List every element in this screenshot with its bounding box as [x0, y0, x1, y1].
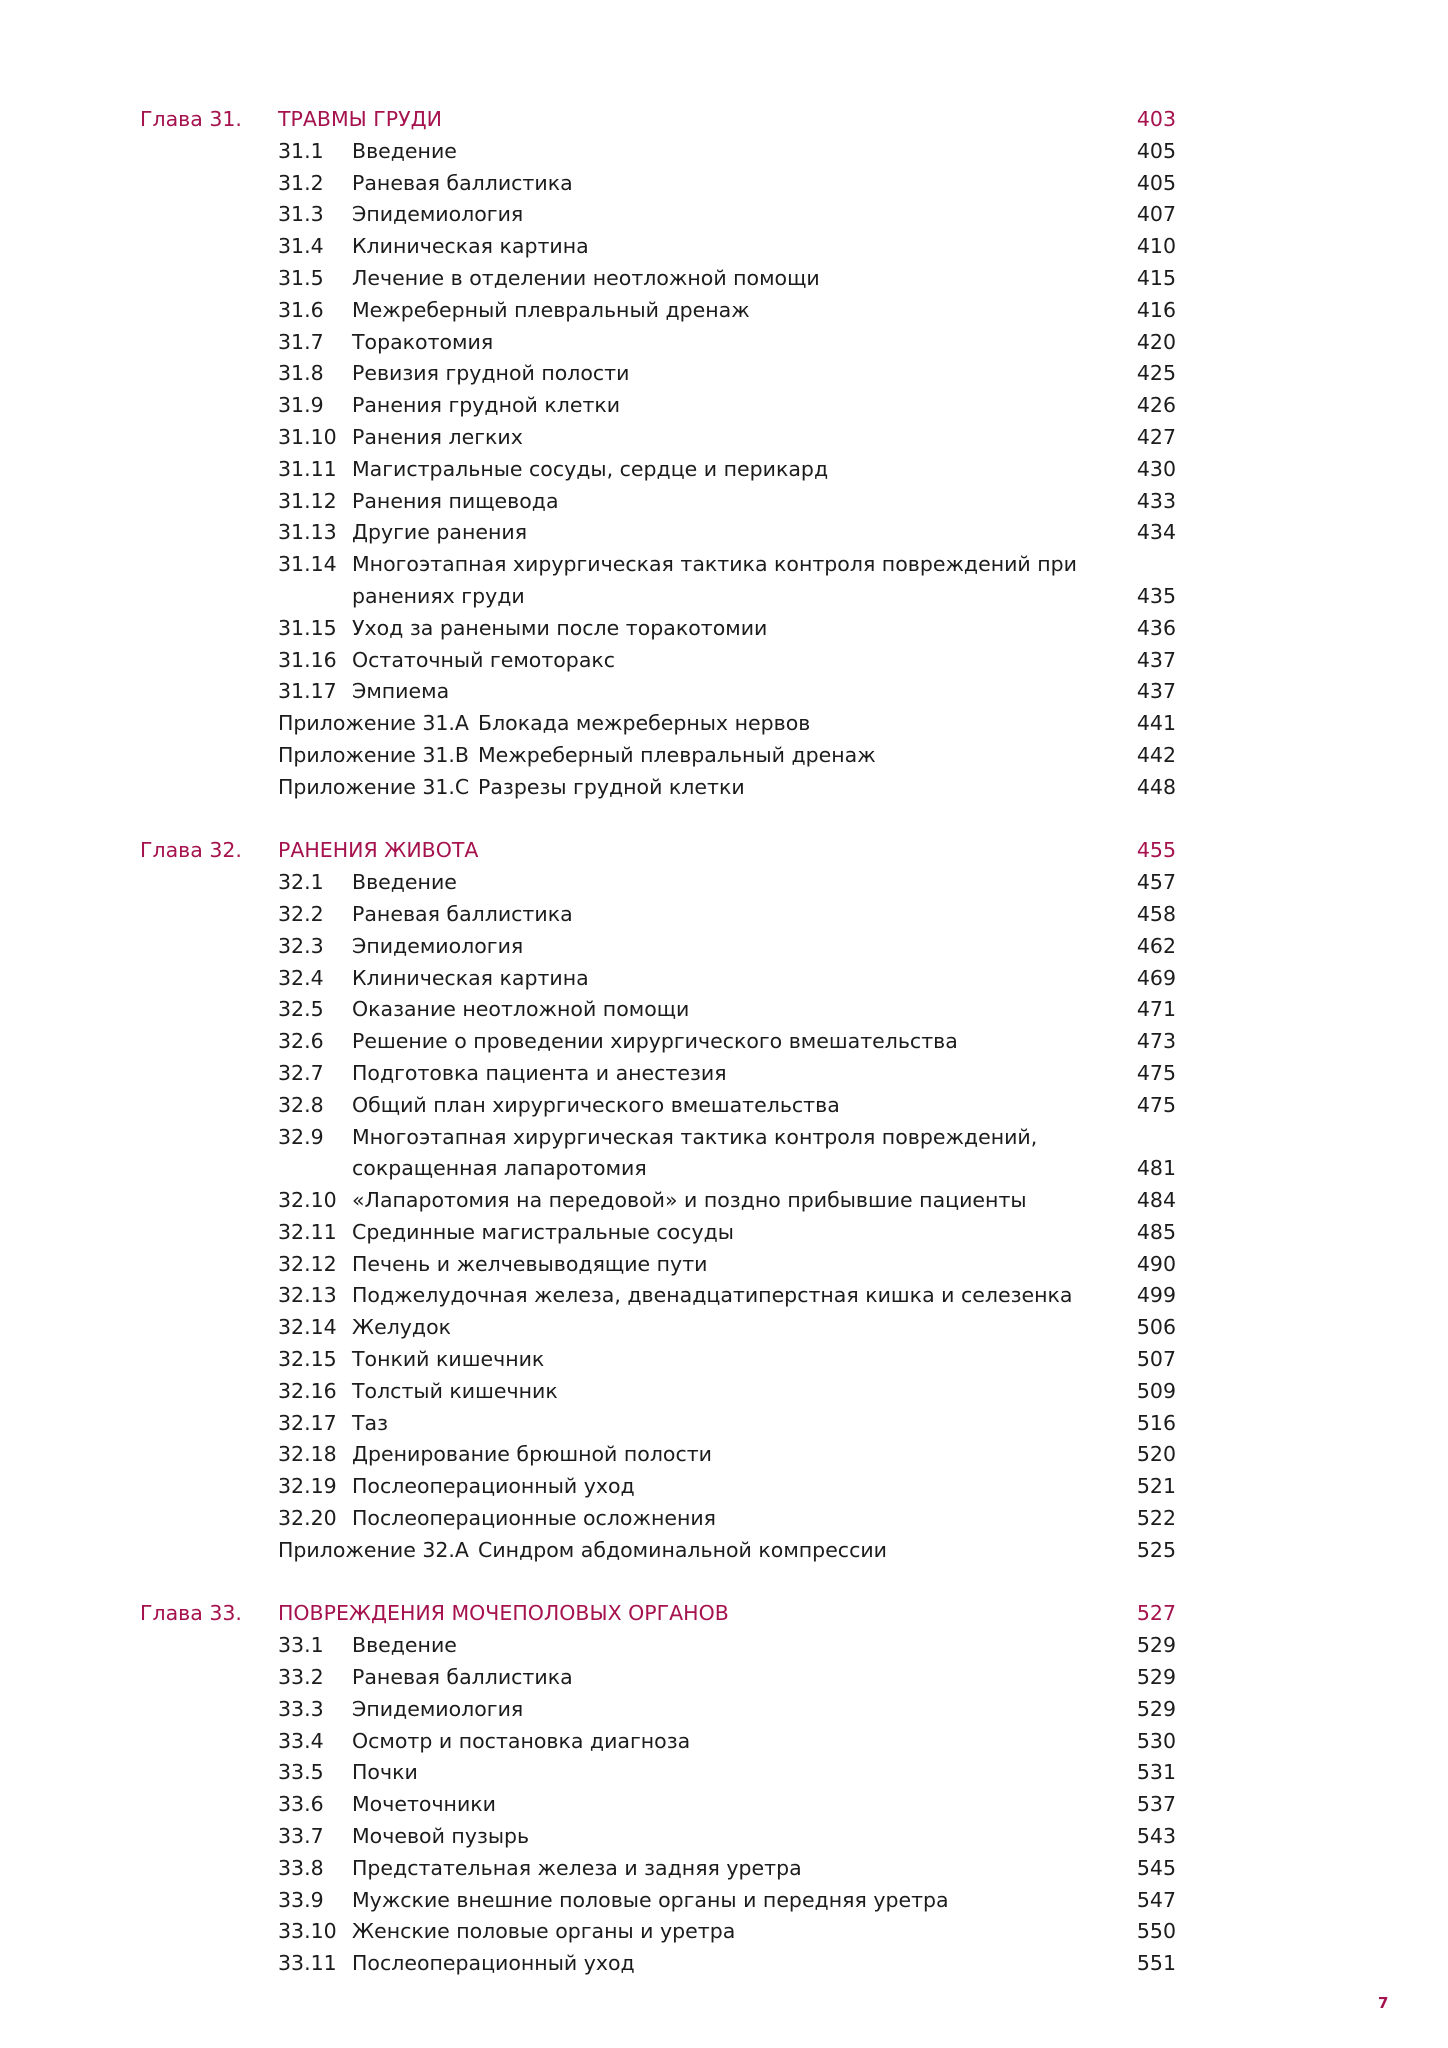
section-number: 32.16	[278, 1378, 337, 1403]
section-title: Эпидемиология	[352, 933, 524, 958]
chapter-page: 455	[1136, 838, 1176, 863]
section-title: Межреберный плевральный дренаж	[352, 297, 750, 322]
chapter-heading	[0, 835, 1448, 867]
toc-entry	[0, 1948, 1448, 1980]
section-number: 31.17	[278, 679, 337, 704]
chapter-heading	[0, 104, 1448, 136]
section-title: Раневая баллистика	[352, 1665, 573, 1690]
chapter-title: ПОВРЕЖДЕНИЯ МОЧЕПОЛОВЫХ ОРГАНОВ	[278, 1601, 729, 1626]
section-title: Срединные магистральные сосуды	[352, 1219, 734, 1244]
section-page: 405	[1136, 138, 1176, 163]
section-number: 31.12	[278, 488, 337, 513]
appendix-label: Приложение 32.A	[278, 1537, 469, 1562]
section-number: 31.2	[278, 170, 324, 195]
section-page: 509	[1136, 1378, 1176, 1403]
section-number: 32.10	[278, 1188, 337, 1213]
appendix-title: Блокада межреберных нервов	[478, 711, 811, 736]
toc-entry	[0, 994, 1448, 1026]
section-number: 32.18	[278, 1442, 337, 1467]
section-page: 434	[1136, 520, 1176, 545]
toc-entry	[0, 454, 1448, 486]
section-title: Поджелудочная железа, двенадцатиперстная кишка и селезенка	[352, 1283, 1073, 1308]
section-page: 543	[1136, 1824, 1176, 1849]
section-title: Раневая баллистика	[352, 170, 573, 195]
toc-entry	[0, 1312, 1448, 1344]
chapter-title: РАНЕНИЯ ЖИВОТА	[278, 838, 479, 863]
section-page: 531	[1136, 1760, 1176, 1785]
section-page: 462	[1136, 933, 1176, 958]
section-number: 31.16	[278, 647, 337, 672]
section-number: 31.14	[278, 552, 337, 577]
toc-entry	[0, 1280, 1448, 1312]
section-page: 475	[1136, 1092, 1176, 1117]
section-page: 437	[1136, 647, 1176, 672]
section-title: Раневая баллистика	[352, 901, 573, 926]
appendix-entry	[0, 708, 1448, 740]
appendix-page: 441	[1136, 711, 1176, 736]
toc-entry	[0, 1662, 1448, 1694]
toc-entry	[0, 1439, 1448, 1471]
toc-entry	[0, 645, 1448, 677]
section-number: 32.6	[278, 1029, 324, 1054]
section-title: Клиническая картина	[352, 965, 589, 990]
section-number: 32.19	[278, 1474, 337, 1499]
section-title: Введение	[352, 138, 457, 163]
section-title: Толстый кишечник	[352, 1378, 558, 1403]
section-title: Дренирование брюшной полости	[352, 1442, 713, 1467]
toc-entry	[0, 1694, 1448, 1726]
toc-entry	[0, 199, 1448, 231]
section-page: 410	[1136, 234, 1176, 259]
toc-entry	[0, 676, 1448, 708]
toc-entry	[0, 1789, 1448, 1821]
section-number: 32.2	[278, 901, 324, 926]
toc-entry	[0, 1503, 1448, 1535]
section-number: 33.5	[278, 1760, 324, 1785]
section-title: Эмпиема	[352, 679, 450, 704]
section-number: 31.8	[278, 361, 324, 386]
section-number: 31.10	[278, 424, 337, 449]
section-number: 31.15	[278, 615, 337, 640]
chapter-spacer	[0, 1567, 1448, 1599]
toc-entry	[0, 1090, 1448, 1122]
appendix-page: 448	[1136, 774, 1176, 799]
section-title: Оказание неотложной помощи	[352, 997, 690, 1022]
section-number: 32.5	[278, 997, 324, 1022]
section-number: 32.4	[278, 965, 324, 990]
section-title: Общий план хирургического вмешательства	[352, 1092, 840, 1117]
section-page: 473	[1136, 1029, 1176, 1054]
toc-entry	[0, 517, 1448, 549]
section-number: 33.7	[278, 1824, 324, 1849]
section-page: 529	[1136, 1665, 1176, 1690]
section-page: 415	[1136, 265, 1176, 290]
section-page: 507	[1136, 1347, 1176, 1372]
section-page: 425	[1136, 361, 1176, 386]
toc-entry	[0, 899, 1448, 931]
section-page: 469	[1136, 965, 1176, 990]
section-title: Мужские внешние половые органы и передняя уретра	[352, 1887, 949, 1912]
section-page: 490	[1136, 1251, 1176, 1276]
section-page: 405	[1136, 170, 1176, 195]
appendix-page: 525	[1136, 1537, 1176, 1562]
section-page: 484	[1136, 1188, 1176, 1213]
toc-entry	[0, 1916, 1448, 1948]
toc-entry	[0, 1821, 1448, 1853]
section-title: Введение	[352, 1633, 457, 1658]
toc-entry	[0, 1853, 1448, 1885]
section-number: 32.1	[278, 870, 324, 895]
section-page: 551	[1136, 1951, 1176, 1976]
toc-entry-continuation	[0, 1153, 1448, 1185]
section-page: 427	[1136, 424, 1176, 449]
section-title-continued: сокращенная лапаротомия	[352, 1156, 647, 1181]
section-title: Мочевой пузырь	[352, 1824, 530, 1849]
chapter-title: ТРАВМЫ ГРУДИ	[278, 107, 442, 131]
chapter-label: Глава 32.	[140, 838, 242, 863]
section-number: 33.8	[278, 1855, 324, 1880]
section-title: Подготовка пациента и анестезия	[352, 1060, 727, 1085]
chapter-label: Глава 31.	[140, 107, 242, 131]
section-number: 31.6	[278, 297, 324, 322]
section-title: Ранения грудной клетки	[352, 393, 621, 418]
section-title: Осмотр и постановка диагноза	[352, 1728, 691, 1753]
appendix-entry	[0, 740, 1448, 772]
section-page: 521	[1136, 1474, 1176, 1499]
section-number: 32.17	[278, 1410, 337, 1435]
section-page: 529	[1136, 1633, 1176, 1658]
section-number: 33.9	[278, 1887, 324, 1912]
toc-entry-continuation	[0, 581, 1448, 613]
section-title: Ревизия грудной полости	[352, 361, 630, 386]
section-title: Тонкий кишечник	[352, 1347, 545, 1372]
toc-entry	[0, 390, 1448, 422]
toc-entry	[0, 963, 1448, 995]
toc-entry	[0, 549, 1448, 581]
section-page: 537	[1136, 1792, 1176, 1817]
section-page: 506	[1136, 1315, 1176, 1340]
section-title: Уход за ранеными после торакотомии	[352, 615, 768, 640]
section-page: 520	[1136, 1442, 1176, 1467]
section-title: Торакотомия	[352, 329, 494, 354]
toc-entry	[0, 422, 1448, 454]
section-page: 437	[1136, 679, 1176, 704]
section-number: 33.10	[278, 1919, 337, 1944]
toc-entry	[0, 1026, 1448, 1058]
section-page: 481	[1136, 1156, 1176, 1181]
toc-entry	[0, 295, 1448, 327]
section-title: Почки	[352, 1760, 418, 1785]
toc-entry	[0, 1408, 1448, 1440]
toc-entry	[0, 1630, 1448, 1662]
section-page: 545	[1136, 1855, 1176, 1880]
section-page: 522	[1136, 1506, 1176, 1531]
section-page: 499	[1136, 1283, 1176, 1308]
section-page: 407	[1136, 202, 1176, 227]
section-title: «Лапаротомия на передовой» и поздно прибывшие пациенты	[352, 1188, 1027, 1213]
section-title: Таз	[352, 1410, 388, 1435]
toc-entry	[0, 327, 1448, 359]
chapter-spacer	[0, 804, 1448, 836]
chapter-page: 403	[1136, 107, 1176, 131]
section-title: Другие ранения	[352, 520, 528, 545]
toc-entry	[0, 263, 1448, 295]
section-title: Ранения легких	[352, 424, 523, 449]
section-number: 32.12	[278, 1251, 337, 1276]
section-title: Эпидемиология	[352, 1696, 524, 1721]
section-title-continued: ранениях груди	[352, 583, 525, 608]
section-number: 33.1	[278, 1633, 324, 1658]
section-number: 32.8	[278, 1092, 324, 1117]
section-page: 416	[1136, 297, 1176, 322]
section-page: 475	[1136, 1060, 1176, 1085]
section-title: Введение	[352, 870, 457, 895]
section-title: Предстательная железа и задняя уретра	[352, 1855, 802, 1880]
section-title: Лечение в отделении неотложной помощи	[352, 265, 820, 290]
toc-entry	[0, 231, 1448, 263]
toc-entry	[0, 1249, 1448, 1281]
section-page: 550	[1136, 1919, 1176, 1944]
section-page: 485	[1136, 1219, 1176, 1244]
section-page: 547	[1136, 1887, 1176, 1912]
section-page: 430	[1136, 456, 1176, 481]
toc-entry	[0, 1376, 1448, 1408]
section-title: Клиническая картина	[352, 234, 589, 259]
section-page: 426	[1136, 393, 1176, 418]
section-number: 31.13	[278, 520, 337, 545]
section-number: 32.3	[278, 933, 324, 958]
section-number: 33.11	[278, 1951, 337, 1976]
section-number: 31.7	[278, 329, 324, 354]
appendix-title: Межреберный плевральный дренаж	[478, 742, 876, 767]
section-title: Многоэтапная хирургическая тактика контроля повреждений,	[352, 1124, 1038, 1149]
section-page: 458	[1136, 901, 1176, 926]
toc-entry	[0, 1726, 1448, 1758]
section-number: 31.9	[278, 393, 324, 418]
section-number: 31.5	[278, 265, 324, 290]
toc-entry	[0, 1757, 1448, 1789]
appendix-entry	[0, 772, 1448, 804]
section-page: 436	[1136, 615, 1176, 640]
toc-entry	[0, 486, 1448, 518]
section-number: 33.3	[278, 1696, 324, 1721]
section-page: 457	[1136, 870, 1176, 895]
section-title: Печень и желчевыводящие пути	[352, 1251, 708, 1276]
appendix-label: Приложение 31.A	[278, 711, 469, 736]
section-title: Желудок	[352, 1315, 452, 1340]
toc-entry	[0, 867, 1448, 899]
toc-entry	[0, 931, 1448, 963]
section-number: 31.3	[278, 202, 324, 227]
section-page: 433	[1136, 488, 1176, 513]
chapter-heading	[0, 1598, 1448, 1630]
section-number: 33.4	[278, 1728, 324, 1753]
section-title: Послеоперационный уход	[352, 1474, 635, 1499]
appendix-label: Приложение 31.B	[278, 742, 469, 767]
section-page: 530	[1136, 1728, 1176, 1753]
section-number: 32.11	[278, 1219, 337, 1244]
section-title: Послеоперационный уход	[352, 1951, 635, 1976]
section-number: 33.6	[278, 1792, 324, 1817]
section-page: 420	[1136, 329, 1176, 354]
toc-entry	[0, 1471, 1448, 1503]
section-page: 516	[1136, 1410, 1176, 1435]
toc-entry	[0, 1058, 1448, 1090]
section-page: 435	[1136, 583, 1176, 608]
section-page: 471	[1136, 997, 1176, 1022]
section-number: 32.15	[278, 1347, 337, 1372]
chapter-label: Глава 33.	[140, 1601, 242, 1626]
section-title: Послеоперационные осложнения	[352, 1506, 717, 1531]
toc-entry	[0, 168, 1448, 200]
toc-entry	[0, 358, 1448, 390]
section-number: 31.1	[278, 138, 324, 163]
section-number: 31.11	[278, 456, 337, 481]
toc-entry	[0, 1217, 1448, 1249]
appendix-page: 442	[1136, 742, 1176, 767]
table-of-contents	[0, 104, 1448, 1980]
section-number: 31.4	[278, 234, 324, 259]
appendix-title: Разрезы грудной клетки	[478, 774, 745, 799]
appendix-title: Синдром абдоминальной компрессии	[478, 1537, 887, 1562]
appendix-entry	[0, 1535, 1448, 1567]
section-number: 32.14	[278, 1315, 337, 1340]
toc-entry	[0, 613, 1448, 645]
section-number: 32.13	[278, 1283, 337, 1308]
page-number: 7	[1378, 1994, 1389, 2012]
section-page: 529	[1136, 1696, 1176, 1721]
section-number: 32.20	[278, 1506, 337, 1531]
toc-entry	[0, 1122, 1448, 1154]
toc-entry	[0, 136, 1448, 168]
section-title: Мочеточники	[352, 1792, 496, 1817]
section-number: 33.2	[278, 1665, 324, 1690]
section-title: Магистральные сосуды, сердце и перикард	[352, 456, 829, 481]
section-number: 32.7	[278, 1060, 324, 1085]
toc-entry	[0, 1344, 1448, 1376]
section-title: Эпидемиология	[352, 202, 524, 227]
section-number: 32.9	[278, 1124, 324, 1149]
chapter-page: 527	[1136, 1601, 1176, 1626]
appendix-label: Приложение 31.C	[278, 774, 470, 799]
section-title: Ранения пищевода	[352, 488, 559, 513]
section-title: Женские половые органы и уретра	[352, 1919, 736, 1944]
section-title: Многоэтапная хирургическая тактика контроля повреждений при	[352, 552, 1078, 577]
section-title: Остаточный гемоторакс	[352, 647, 616, 672]
toc-entry	[0, 1185, 1448, 1217]
toc-entry	[0, 1885, 1448, 1917]
section-title: Решение о проведении хирургического вмешательства	[352, 1029, 958, 1054]
